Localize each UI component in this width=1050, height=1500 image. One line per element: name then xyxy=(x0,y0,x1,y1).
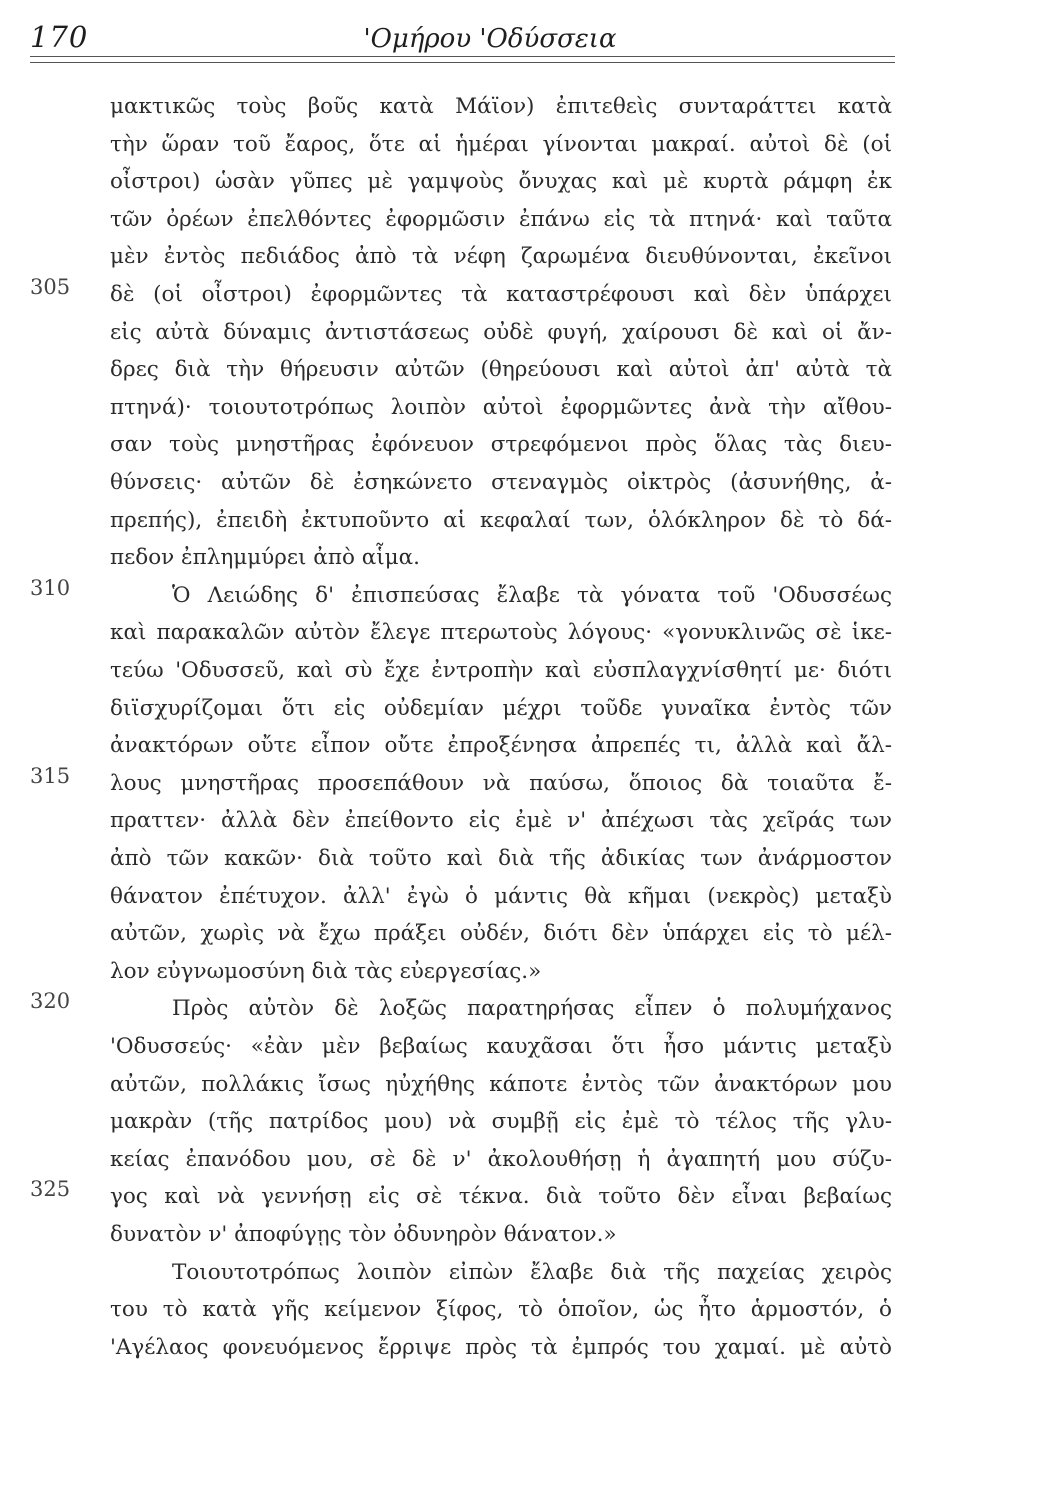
text-line: ἀπὸ τῶν κακῶν· διὰ τοῦτο καὶ διὰ τῆς ἀδικίας των ἀνάρμοστον xyxy=(110,846,892,871)
text-line: μακρὰν (τῆς πατρίδος μου) νὰ συμβῇ εἰς ἐμὲ τὸ τέλος τῆς γλυ- xyxy=(110,1109,892,1135)
text-line: κείας ἐπανόδου μου, σὲ δὲ ν' ἀκολουθήσῃ ἡ ἀγαπητή μου σύζυ- xyxy=(110,1146,892,1172)
text-line: Ὁ Λειώδης δ' ἐπισπεύσας ἔλαβε τὰ γόνατα τοῦ 'Οδυσσέως xyxy=(172,582,892,608)
text-line: τεύω 'Οδυσσεῦ, καὶ σὺ ἔχε ἐντροπὴν καὶ εὐσπλαγχνίσθητί με· διότι xyxy=(110,658,892,683)
text-line: δὲ (οἱ οἶστροι) ἐφορμῶντες τὰ καταστρέφουσι καὶ δὲν ὑπάρχει xyxy=(110,282,892,307)
text-line: αὐτῶν, χωρὶς νὰ ἔχω πράξει οὐδέν, διότι δὲν ὑπάρχει εἰς τὸ μέλ- xyxy=(110,921,892,947)
text-line: οἶστροι) ὡσὰν γῦπες μὲ γαμψοὺς ὄνυχας καὶ μὲ κυρτὰ ράμφη ἐκ xyxy=(110,169,892,195)
text-line: 'Αγέλαος φονευόμενος ἔρριψε πρὸς τὰ ἐμπρός του χαμαί. μὲ αὐτὸ xyxy=(110,1334,892,1360)
text-line: Πρὸς αὐτὸν δὲ λοξῶς παρατηρήσας εἶπεν ὁ πολυμήχανος xyxy=(172,996,892,1022)
text-line: θύνσεις· αὐτῶν δὲ ἐσηκώνετο στεναγμὸς οἰκτρὸς (ἀσυνήθης, ἀ- xyxy=(110,470,892,495)
text-line: αὐτῶν, πολλάκις ἴσως ηὐχήθης κάποτε ἐντὸς τῶν ἀνακτόρων μου xyxy=(110,1071,892,1097)
text-line: δυνατὸν ν' ἀποφύγῃς τὸν ὀδυνηρὸν θάνατον.» xyxy=(110,1222,617,1247)
text-line: του τὸ κατὰ γῆς κείμενον ξίφος, τὸ ὁποῖον, ὡς ἦτο ἁρμοστόν, ὁ xyxy=(110,1297,892,1323)
text-line: λους μνηστῆρας προσεπάθουν νὰ παύσω, ὅποιος δὰ τοιαῦτα ἔ- xyxy=(110,770,892,796)
verse-number: 315 xyxy=(30,763,71,788)
running-title: 'Ομήρου 'Οδύσσεια xyxy=(363,24,617,54)
text-line: διϊσχυρίζομαι ὅτι εἰς οὐδεμίαν μέχρι τοῦδε γυναῖκα ἐντὸς τῶν xyxy=(110,695,892,721)
text-line: 'Οδυσσεύς· «ἐὰν μὲν βεβαίως καυχᾶσαι ὅτι ἦσο μάντις μεταξὺ xyxy=(110,1034,892,1059)
page-header xyxy=(30,14,895,60)
text-line: μακτικῶς τοὺς βοῦς κατὰ Μάϊον) ἐπιτεθεὶς συνταράττει κατὰ xyxy=(110,94,892,119)
text-line: θάνατον ἐπέτυχον. ἀλλ' ἐγὼ ὁ μάντις θὰ κῆμαι (νεκρὸς) μεταξὺ xyxy=(110,883,892,909)
verse-number: 310 xyxy=(30,575,71,600)
header-rule xyxy=(30,56,895,57)
text-line: πτηνά)· τοιουτοτρόπως λοιπὸν αὐτοὶ ἐφορμῶντες ἀνὰ τὴν αἴθου- xyxy=(110,394,892,420)
text-line: γος καὶ νὰ γεννήσῃ εἰς σὲ τέκνα. διὰ τοῦτο δὲν εἶναι βεβαίως xyxy=(110,1184,892,1210)
text-line: πρεπής), ἐπειδὴ ἐκτυποῦντο αἱ κεφαλαί των, ὁλόκληρον δὲ τὸ δά- xyxy=(110,507,892,533)
text-line: μὲν ἐντὸς πεδιάδος ἀπὸ τὰ νέφη ζαρωμένα διευθύνονται, ἐκεῖνοι xyxy=(110,244,892,270)
text-line: πραττεν· ἀλλὰ δὲν ἐπείθοντο εἰς ἐμὲ ν' ἀπέχωσι τὰς χεῖράς των xyxy=(110,808,892,834)
verse-number: 325 xyxy=(30,1177,71,1202)
text-line: ἀνακτόρων οὔτε εἶπον οὔτε ἐπροξένησα ἀπρεπές τι, ἀλλὰ καὶ ἄλ- xyxy=(110,733,892,759)
page-number: 170 xyxy=(30,20,89,54)
text-line: τὴν ὥραν τοῦ ἔαρος, ὅτε αἱ ἡμέραι γίνονται μακραί. αὐτοὶ δὲ (οἱ xyxy=(110,131,892,157)
text-line: δρες διὰ τὴν θήρευσιν αὐτῶν (θηρεύουσι καὶ αὐτοὶ ἀπ' αὐτὰ τὰ xyxy=(110,357,892,383)
text-line: σαν τοὺς μνηστῆρας ἐφόνευον στρεφόμενοι πρὸς ὅλας τὰς διευ- xyxy=(110,432,892,458)
verse-number: 305 xyxy=(30,275,71,299)
verse-number: 320 xyxy=(30,989,71,1014)
header-rule-thin xyxy=(30,62,895,63)
text-line: καὶ παρακαλῶν αὐτὸν ἔλεγε πτερωτοὺς λόγους· «γονυκλινῶς σὲ ἱκε- xyxy=(110,620,892,646)
text-line: Τοιουτοτρόπως λοιπὸν εἰπὼν ἔλαβε διὰ τῆς παχείας χειρὸς xyxy=(172,1259,892,1285)
text-line: πεδον ἐπλημμύρει ἀπὸ αἷμα. xyxy=(110,545,420,571)
text-line: εἰς αὐτὰ δύναμις ἀντιστάσεως οὐδὲ φυγή, χαίρουσι δὲ καὶ οἱ ἄν- xyxy=(110,319,892,345)
text-line: τῶν ὀρέων ἐπελθόντες ἐφορμῶσιν ἐπάνω εἰς τὰ πτηνά· καὶ ταῦτα xyxy=(110,206,892,232)
text-line: λον εὐγνωμοσύνη διὰ τὰς εὐεργεσίας.» xyxy=(110,958,542,984)
